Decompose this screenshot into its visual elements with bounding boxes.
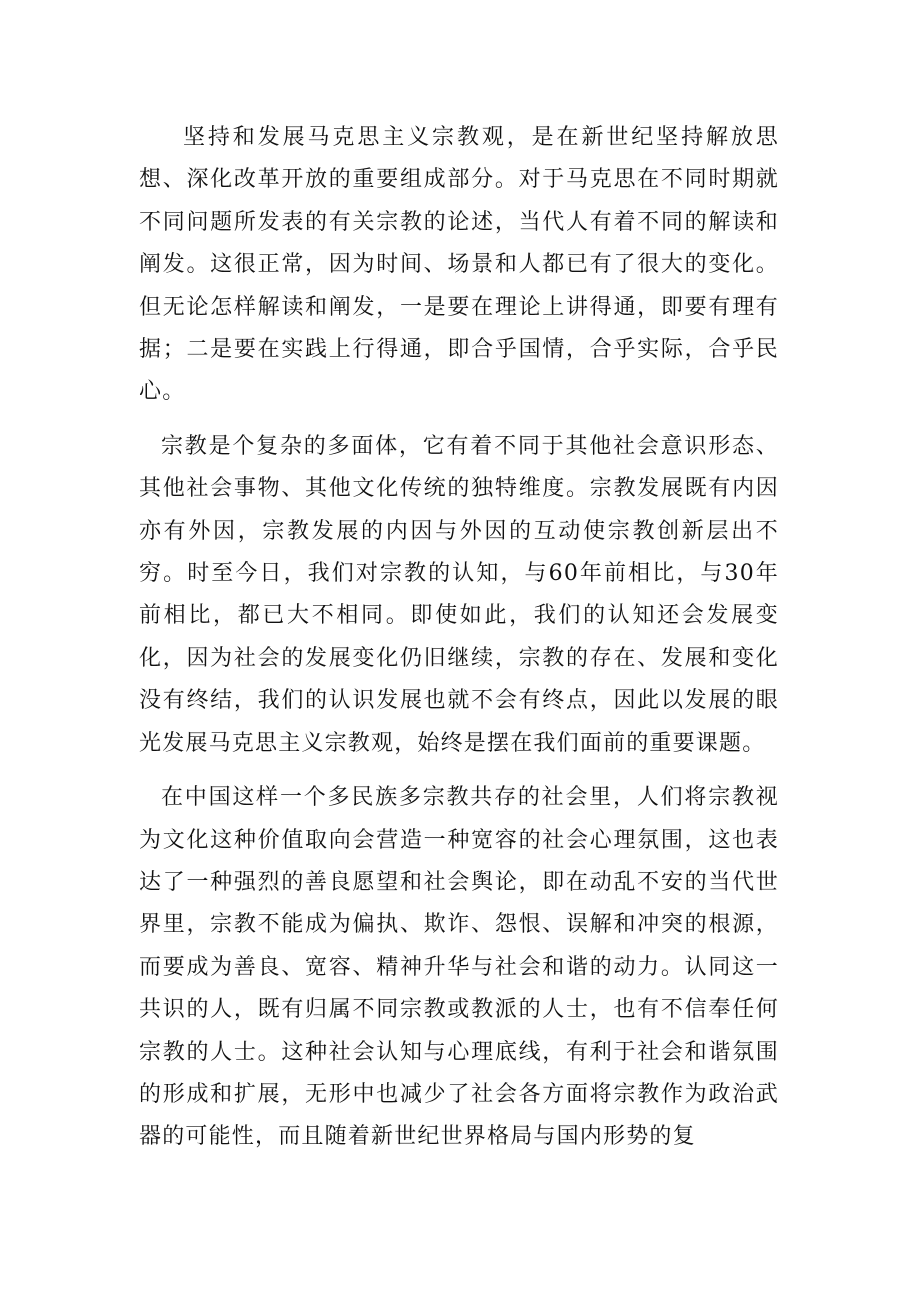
paragraph-3: 在中国这样一个多民族多宗教共存的社会里，人们将宗教视为文化这种价值取向会营造一种宽容的社会心理氛围，这也表达了一种强烈的善良愿望和社会舆论，即在动乱不安的当代世界里，宗教不能成为偏执、欺诈、怨恨、误解和冲突的根源，而要成为善良、宽容、精神升华与社会和谐的动力。认同这一共识的人，既有归属不同宗教或教派的人士，也有不信奉任何宗教的人士。这种社会认知与心理底线，有利于社会和谐氛围的形成和扩展，无形中也减少了社会各方面将宗教作为政治武器的可能性，而且随着新世纪世界格局与国内形势的复 — [139, 785, 779, 1150]
paragraph-1: 坚持和发展马克思主义宗教观，是在新世纪坚持解放思想、深化改革开放的重要组成部分。对于马克思在不同时期就不同问题所发表的有关宗教的论述，当代人有着不同的解读和阐发。这很正常，因为时间、场景和人都已有了很大的变化。但无论怎样解读和阐发，一是要在理论上讲得通，即要有理有据；二是要在实践上行得通，即合乎国情，合乎实际，合乎民心。 — [139, 125, 779, 405]
document-body — [139, 117, 779, 1171]
paragraph-2: 宗教是个复杂的多面体，它有着不同于其他社会意识形态、其他社会事物、其他文化传统的独特维度。宗教发展既有内因亦有外因，宗教发展的内因与外因的互动使宗教创新层出不穷。时至今日，我们对宗教的认知，与60年前相比，与30年前相比，都已大不相同。即使如此，我们的认知还会发展变化，因为社会的发展变化仍旧继续，宗教的存在、发展和变化没有终结，我们的认识发展也就不会有终点，因此以发展的眼光发展马克思主义宗教观，始终是摆在我们面前的重要课题。 — [139, 433, 779, 756]
